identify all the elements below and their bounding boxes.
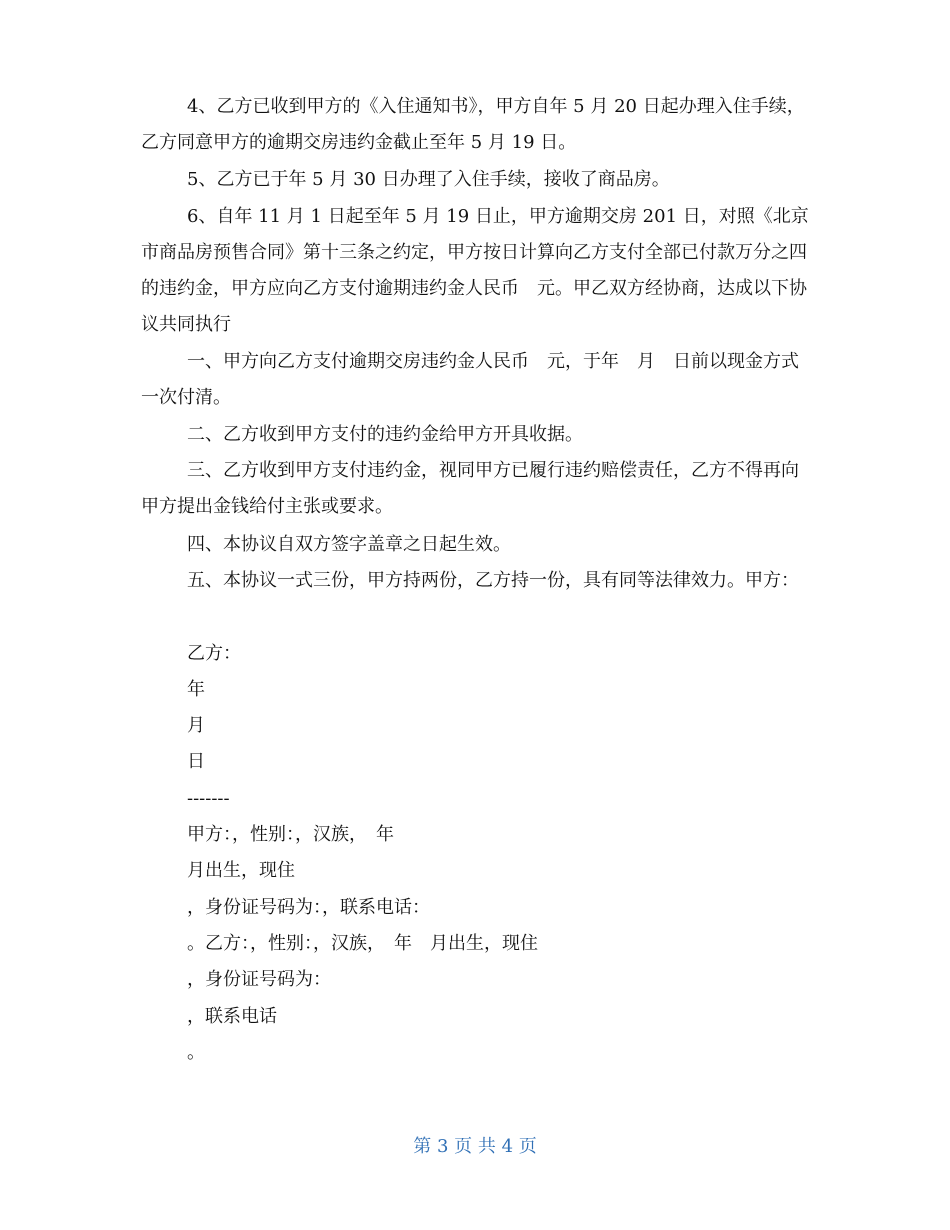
month-label: 月 [187,715,205,736]
party-a-id-phone-line: ，身份证号码为：，联系电话： [187,897,430,918]
day-label: 日 [187,751,205,772]
year-label: 年 [187,679,205,700]
article-3-paragraph: 三、乙方收到甲方支付违约金，视同甲方已履行违约赔偿责任，乙方不得再向甲方提出金钱给付主张或要求。 [141,460,799,517]
clause-6-paragraph: 6、自年 11 月 1 日起至年 5 月 19 日止，甲方逾期交房 201 日，对照《北京市商品房预售合同》第十三条之约定，甲方按日计算向乙方支付全部已付款万分之四的违约金，甲方应向乙方支付逾期违约金人民币 元。甲乙双方经协商，达成以下协议共同执行 [141,206,809,335]
party-b-info-line: 。乙方：，性别：，汉族， 年 月出生，现住 [187,933,538,954]
party-a-birth-line: 月出生，现住 [187,860,295,881]
separator-dashes: ------- [187,788,230,809]
party-b-signature-label: 乙方： [187,643,241,664]
article-4-paragraph: 四、本协议自双方签字盖章之日起生效。 [187,534,511,555]
article-2-paragraph: 二、乙方收到甲方支付的违约金给甲方开具收据。 [187,424,583,445]
closing-period: 。 [187,1042,205,1063]
article-5-paragraph: 五、本协议一式三份，甲方持两份，乙方持一份，具有同等法律效力。甲方： [187,570,799,591]
article-1-paragraph: 一、甲方向乙方支付逾期交房违约金人民币 元，于年 月 日前以现金方式一次付清。 [141,351,799,408]
page-number-footer: 第 3 页 共 4 页 [413,1136,537,1157]
party-b-phone-line: ，联系电话 [187,1006,277,1027]
clause-4-paragraph: 4、乙方已收到甲方的《入住通知书》，甲方自年 5 月 20 日起办理入住手续，乙方同意甲方的逾期交房违约金截止至年 5 月 19 日。 [141,96,805,153]
party-a-info-line: 甲方：，性别：，汉族， 年 [187,824,394,845]
party-b-id-line: ，身份证号码为： [187,969,331,990]
clause-5-paragraph: 5、乙方已于年 5 月 30 日办理了入住手续，接收了商品房。 [187,169,670,190]
